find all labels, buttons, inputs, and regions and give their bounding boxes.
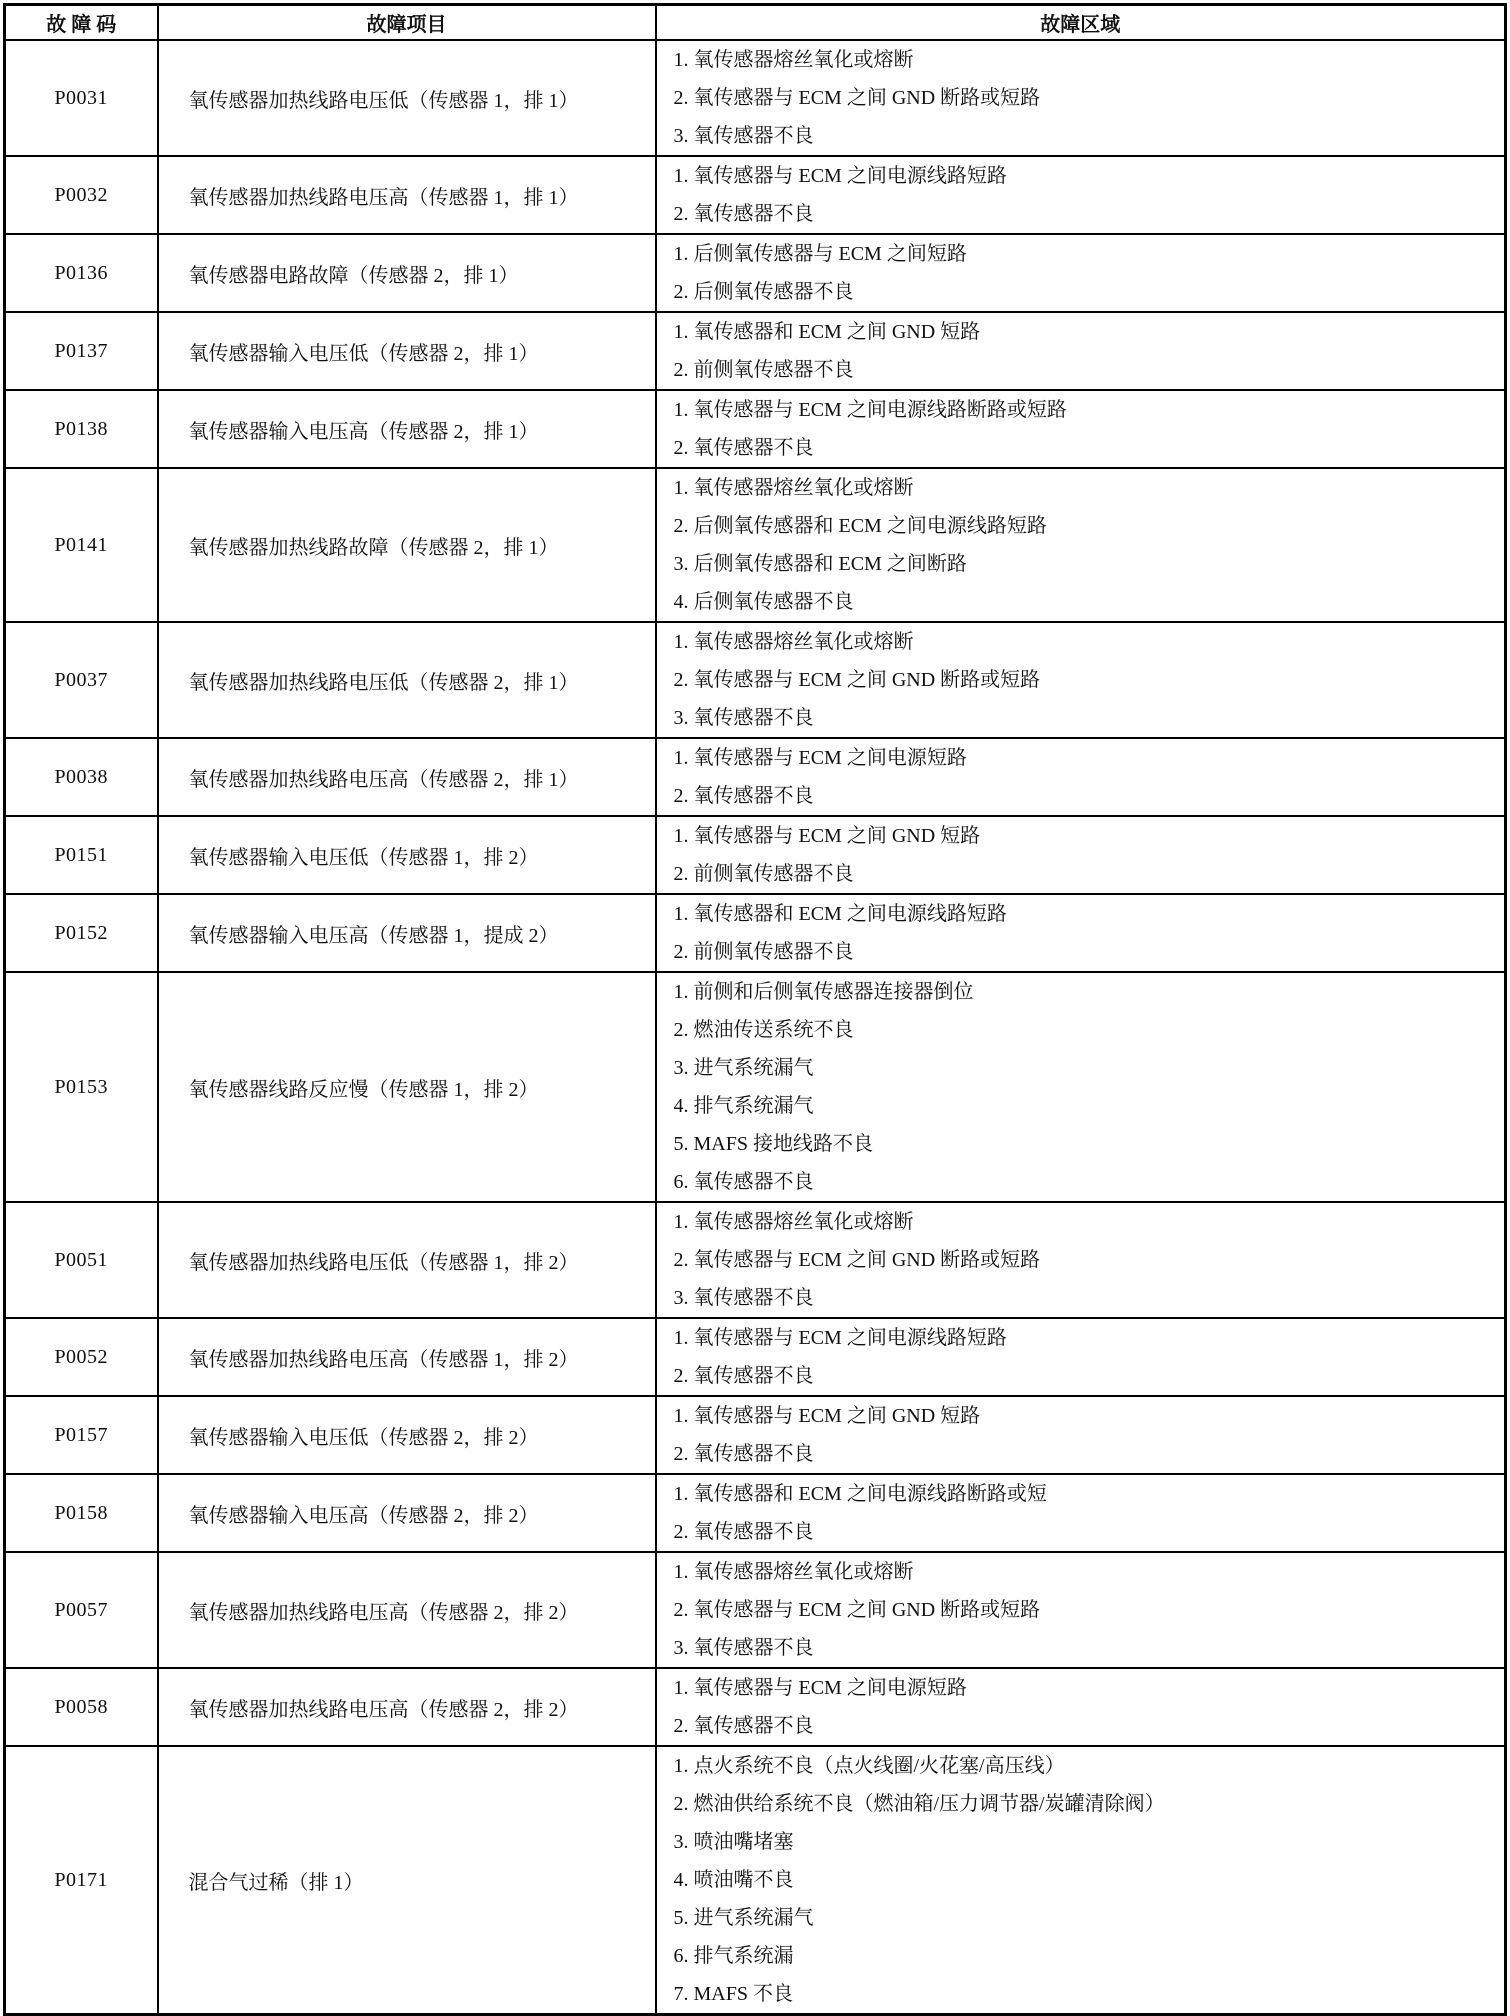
fault-area-item: 1. 氧传感器熔丝氧化或熔断 [673, 1561, 914, 1583]
fault-area-cell [656, 1746, 1506, 2015]
fault-area-item: 1. 前侧和后侧氧传感器连接器倒位 [673, 981, 974, 1003]
fault-item-cell: 氧传感器电路故障（传感器 2，排 1） [158, 234, 656, 312]
table-row [5, 312, 1506, 390]
fault-code-cell: P0137 [5, 312, 158, 390]
table-row [5, 40, 1506, 156]
fault-area-list [674, 1397, 1499, 1473]
fault-item-cell: 氧传感器线路反应慢（传感器 1，排 2） [158, 972, 656, 1202]
fault-area-item: 2. 氧传感器与 ECM 之间 GND 断路或短路 [673, 1599, 1041, 1621]
fault-area-list [674, 391, 1499, 467]
fault-area-item: 1. 氧传感器与 ECM 之间电源短路 [673, 1677, 967, 1699]
table-row [5, 1396, 1506, 1474]
fault-code-cell: P0038 [5, 738, 158, 816]
fault-code-cell: P0171 [5, 1746, 158, 2015]
fault-item-cell: 氧传感器输入电压高（传感器 2，排 2） [158, 1474, 656, 1552]
fault-area-cell [656, 390, 1506, 468]
fault-item-cell: 氧传感器加热线路故障（传感器 2，排 1） [158, 468, 656, 622]
fault-area-item: 2. 燃油传送系统不良 [673, 1019, 854, 1041]
fault-item-cell: 氧传感器输入电压低（传感器 1，排 2） [158, 816, 656, 894]
fault-area-item: 2. 前侧氧传感器不良 [673, 359, 854, 381]
fault-code-cell: P0052 [5, 1318, 158, 1396]
fault-area-item: 1. 氧传感器与 ECM 之间 GND 短路 [673, 1405, 981, 1427]
fault-area-item: 1. 氧传感器与 ECM 之间电源短路 [673, 747, 967, 769]
fault-area-item: 1. 氧传感器熔丝氧化或熔断 [673, 631, 914, 653]
fault-code-cell: P0138 [5, 390, 158, 468]
fault-area-item: 6. 排气系统漏 [673, 1945, 794, 1967]
fault-area-item: 3. 氧传感器不良 [673, 125, 814, 147]
fault-area-item: 2. 氧传感器不良 [673, 1521, 814, 1543]
fault-item-cell: 氧传感器加热线路电压低（传感器 1，排 1） [158, 40, 656, 156]
fault-area-cell [656, 468, 1506, 622]
fault-area-item: 5. MAFS 接地线路不良 [673, 1133, 873, 1155]
fault-area-item: 2. 燃油供给系统不良（燃油箱/压力调节器/炭罐清除阀） [673, 1793, 1165, 1815]
fault-item-cell: 氧传感器输入电压高（传感器 2，排 1） [158, 390, 656, 468]
fault-area-item: 3. 进气系统漏气 [673, 1057, 814, 1079]
fault-code-cell: P0157 [5, 1396, 158, 1474]
fault-area-item: 1. 氧传感器与 ECM 之间电源线路断路或短路 [673, 399, 1067, 421]
fault-area-item: 4. 后侧氧传感器不良 [673, 591, 854, 613]
fault-area-cell [656, 1318, 1506, 1396]
fault-code-cell: P0152 [5, 894, 158, 972]
fault-area-item: 1. 氧传感器与 ECM 之间电源线路短路 [673, 1327, 1007, 1349]
fault-item-cell: 混合气过稀（排 1） [158, 1746, 656, 2015]
fault-item-cell: 氧传感器加热线路电压低（传感器 2，排 1） [158, 622, 656, 738]
fault-item-cell: 氧传感器加热线路电压低（传感器 1，排 2） [158, 1202, 656, 1318]
fault-area-cell [656, 622, 1506, 738]
fault-area-cell [656, 1668, 1506, 1746]
fault-area-list [674, 817, 1499, 893]
fault-area-item: 2. 前侧氧传感器不良 [673, 863, 854, 885]
column-header-fault-code: 故 障 码 [5, 5, 158, 41]
table-row [5, 972, 1506, 1202]
fault-code-cell: P0141 [5, 468, 158, 622]
fault-code-cell: P0051 [5, 1202, 158, 1318]
fault-code-cell: P0037 [5, 622, 158, 738]
table-row [5, 468, 1506, 622]
fault-area-list [674, 41, 1499, 155]
fault-area-item: 1. 氧传感器与 ECM 之间 GND 短路 [673, 825, 981, 847]
table-row [5, 622, 1506, 738]
fault-area-item: 1. 氧传感器熔丝氧化或熔断 [673, 477, 914, 499]
column-header-fault-area: 故障区域 [656, 5, 1506, 41]
fault-area-list [674, 1747, 1499, 2013]
table-body [5, 40, 1506, 2015]
fault-area-item: 1. 氧传感器熔丝氧化或熔断 [673, 49, 914, 71]
fault-area-list [674, 469, 1499, 621]
fault-area-list [674, 739, 1499, 815]
fault-area-item: 2. 氧传感器不良 [673, 1443, 814, 1465]
fault-area-item: 4. 排气系统漏气 [673, 1095, 814, 1117]
fault-area-item: 1. 后侧氧传感器与 ECM 之间短路 [673, 243, 967, 265]
fault-area-cell [656, 1474, 1506, 1552]
fault-area-cell [656, 894, 1506, 972]
fault-area-item: 2. 氧传感器与 ECM 之间 GND 断路或短路 [673, 669, 1041, 691]
fault-code-cell: P0151 [5, 816, 158, 894]
column-header-fault-item: 故障项目 [158, 5, 656, 41]
table-row [5, 1746, 1506, 2015]
fault-area-item: 3. 喷油嘴堵塞 [673, 1831, 794, 1853]
fault-item-cell: 氧传感器输入电压低（传感器 2，排 2） [158, 1396, 656, 1474]
fault-code-cell: P0031 [5, 40, 158, 156]
fault-area-item: 5. 进气系统漏气 [673, 1907, 814, 1929]
fault-area-cell [656, 1396, 1506, 1474]
table-row [5, 894, 1506, 972]
fault-area-item: 1. 氧传感器和 ECM 之间 GND 短路 [673, 321, 981, 343]
fault-area-list [674, 1553, 1499, 1667]
table-row [5, 234, 1506, 312]
fault-area-list [674, 1203, 1499, 1317]
fault-code-cell: P0032 [5, 156, 158, 234]
fault-area-item: 2. 氧传感器不良 [673, 785, 814, 807]
fault-area-list [674, 895, 1499, 971]
fault-area-item: 1. 氧传感器熔丝氧化或熔断 [673, 1211, 914, 1233]
fault-area-item: 2. 前侧氧传感器不良 [673, 941, 854, 963]
fault-area-list [674, 1475, 1499, 1551]
fault-area-list [674, 623, 1499, 737]
fault-item-cell: 氧传感器输入电压高（传感器 1，提成 2） [158, 894, 656, 972]
fault-code-cell: P0058 [5, 1668, 158, 1746]
table-row [5, 156, 1506, 234]
fault-item-cell: 氧传感器输入电压低（传感器 2，排 1） [158, 312, 656, 390]
fault-item-cell: 氧传感器加热线路电压高（传感器 2，排 1） [158, 738, 656, 816]
fault-area-cell [656, 816, 1506, 894]
fault-area-item: 1. 氧传感器与 ECM 之间电源线路短路 [673, 165, 1007, 187]
fault-area-list [674, 1319, 1499, 1395]
fault-area-item: 7. MAFS 不良 [673, 1983, 793, 2005]
fault-area-cell [656, 1202, 1506, 1318]
fault-code-cell: P0158 [5, 1474, 158, 1552]
fault-area-item: 1. 点火系统不良（点火线圈/火花塞/高压线） [673, 1755, 1065, 1777]
fault-item-cell: 氧传感器加热线路电压高（传感器 2，排 2） [158, 1552, 656, 1668]
fault-area-item: 2. 氧传感器不良 [673, 203, 814, 225]
fault-area-list [674, 313, 1499, 389]
fault-area-item: 2. 氧传感器与 ECM 之间 GND 断路或短路 [673, 87, 1041, 109]
fault-code-table [3, 3, 1507, 2016]
fault-code-cell: P0136 [5, 234, 158, 312]
fault-area-list [674, 973, 1499, 1201]
fault-area-item: 2. 氧传感器不良 [673, 437, 814, 459]
table-row [5, 390, 1506, 468]
fault-area-item: 2. 后侧氧传感器和 ECM 之间电源线路短路 [673, 515, 1047, 537]
fault-area-cell [656, 1552, 1506, 1668]
table-row [5, 1552, 1506, 1668]
table-row [5, 738, 1506, 816]
fault-code-cell: P0057 [5, 1552, 158, 1668]
fault-area-list [674, 157, 1499, 233]
table-header-row [5, 5, 1506, 41]
fault-item-cell: 氧传感器加热线路电压高（传感器 1，排 1） [158, 156, 656, 234]
table-row [5, 1202, 1506, 1318]
fault-item-cell: 氧传感器加热线路电压高（传感器 1，排 2） [158, 1318, 656, 1396]
fault-area-item: 4. 喷油嘴不良 [673, 1869, 794, 1891]
fault-area-item: 3. 氧传感器不良 [673, 707, 814, 729]
fault-area-list [674, 235, 1499, 311]
fault-code-cell: P0153 [5, 972, 158, 1202]
table-row [5, 1668, 1506, 1746]
table-row [5, 1318, 1506, 1396]
fault-area-item: 1. 氧传感器和 ECM 之间电源线路短路 [673, 903, 1007, 925]
fault-area-item: 3. 氧传感器不良 [673, 1637, 814, 1659]
fault-area-item: 3. 后侧氧传感器和 ECM 之间断路 [673, 553, 967, 575]
fault-area-cell [656, 972, 1506, 1202]
table-row [5, 1474, 1506, 1552]
fault-area-cell [656, 234, 1506, 312]
fault-area-cell [656, 312, 1506, 390]
fault-area-item: 3. 氧传感器不良 [673, 1287, 814, 1309]
fault-area-item: 2. 氧传感器不良 [673, 1365, 814, 1387]
fault-item-cell: 氧传感器加热线路电压高（传感器 2，排 2） [158, 1668, 656, 1746]
fault-area-item: 2. 氧传感器不良 [673, 1715, 814, 1737]
fault-area-cell [656, 40, 1506, 156]
fault-area-item: 2. 后侧氧传感器不良 [673, 281, 854, 303]
table-row [5, 816, 1506, 894]
fault-area-item: 2. 氧传感器与 ECM 之间 GND 断路或短路 [673, 1249, 1041, 1271]
fault-area-item: 1. 氧传感器和 ECM 之间电源线路断路或短 [673, 1483, 1047, 1505]
fault-area-list [674, 1669, 1499, 1745]
fault-area-item: 6. 氧传感器不良 [673, 1171, 814, 1193]
fault-area-cell [656, 156, 1506, 234]
fault-area-cell [656, 738, 1506, 816]
